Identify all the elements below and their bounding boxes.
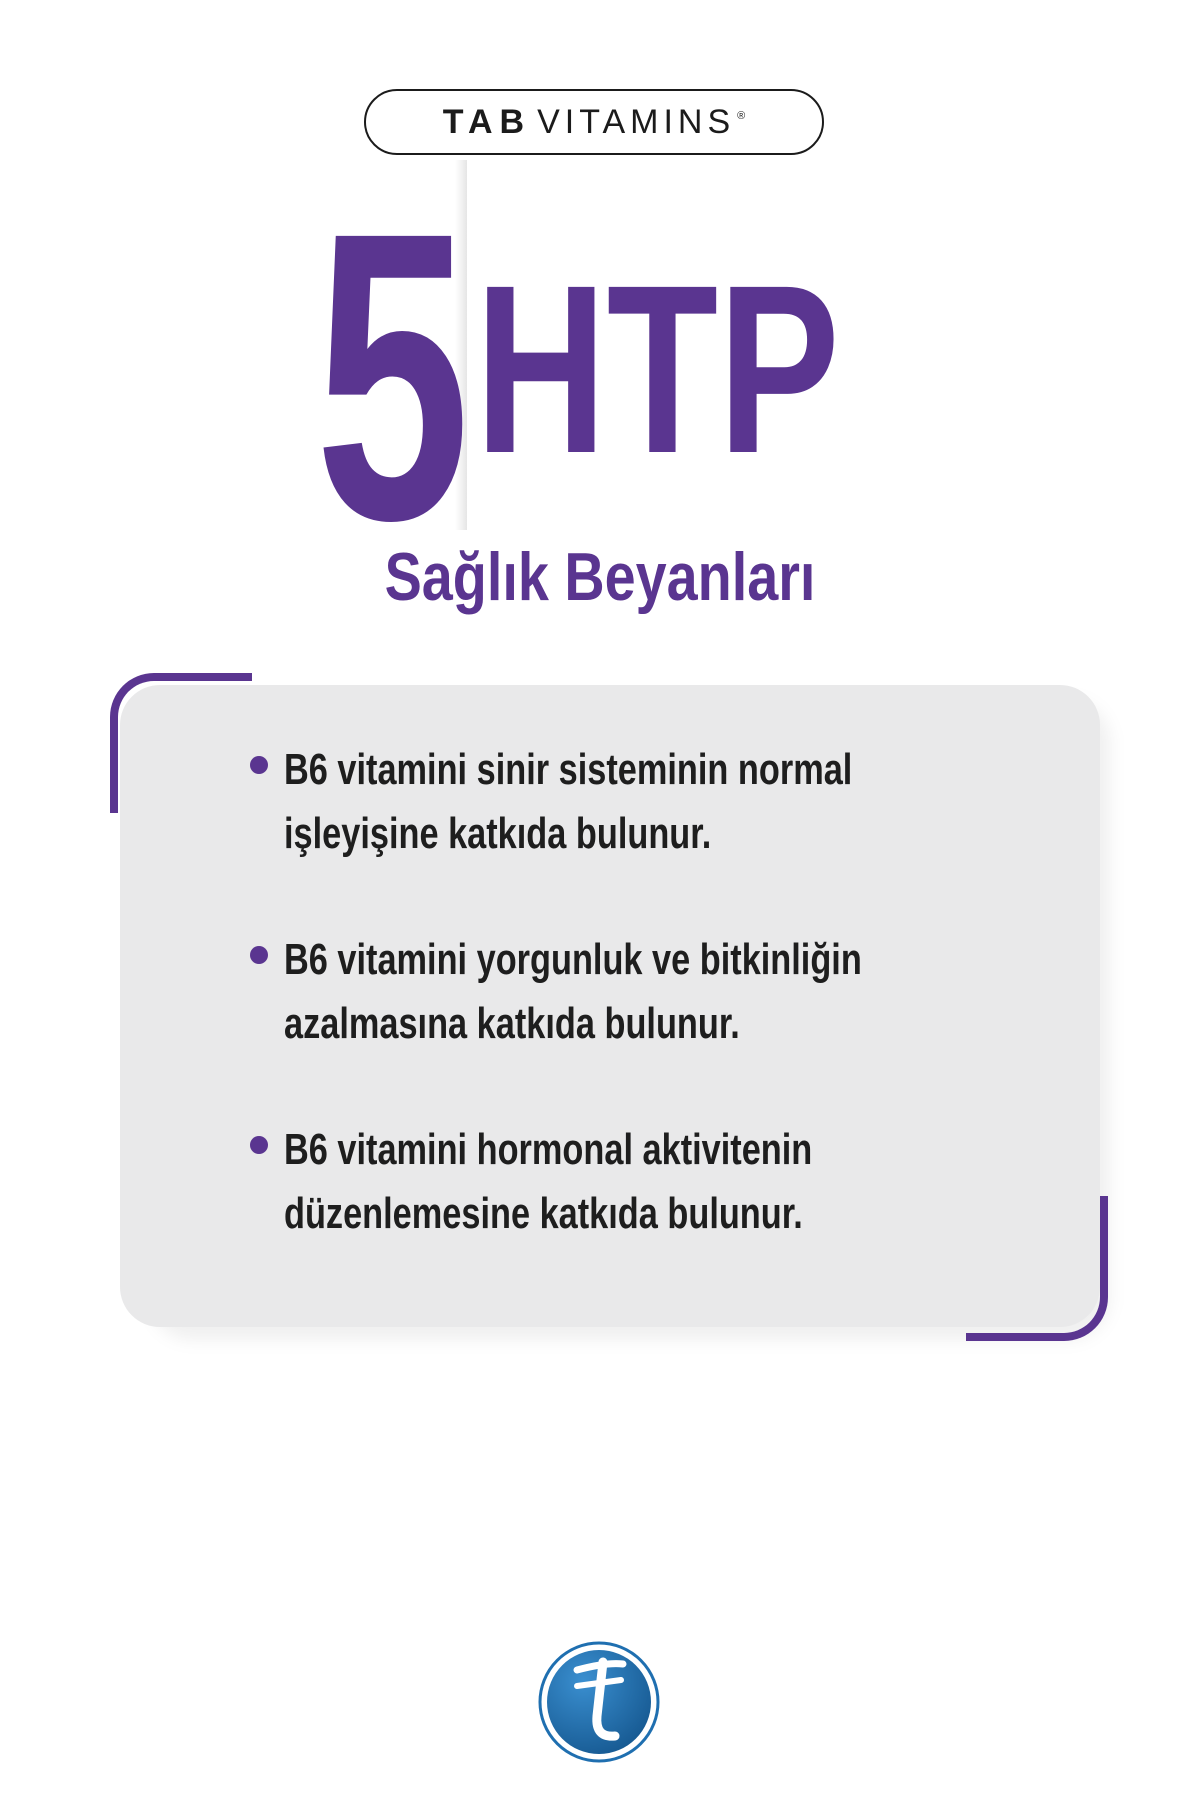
list-item <box>250 928 1070 1056</box>
title-number: 5 <box>314 148 471 606</box>
bullet-icon <box>250 1136 268 1154</box>
claim-text: B6 vitamini sinir sisteminin normal işleyişine katkıda bulunur. <box>284 745 853 858</box>
brand-vitamins-text: VITAMINS <box>537 102 736 141</box>
card-accent-top-left <box>110 673 252 813</box>
title-letters: HTP <box>475 235 840 504</box>
t-logo-icon <box>537 1640 661 1764</box>
list-item <box>250 738 1070 866</box>
claims-list <box>250 738 1070 1308</box>
bullet-icon <box>250 946 268 964</box>
claim-text: B6 vitamini yorgunluk ve bitkinliğin azalmasına katkıda bulunur. <box>284 935 862 1048</box>
bullet-icon <box>250 756 268 774</box>
brand-tab-text: TAB <box>442 102 532 141</box>
claim-text: B6 vitamini hormonal aktivitenin düzenlemesine katkıda bulunur. <box>284 1125 813 1238</box>
list-item <box>250 1118 1070 1246</box>
registered-mark: ® <box>737 110 746 122</box>
page-subtitle: Sağlık Beyanları <box>384 539 816 615</box>
